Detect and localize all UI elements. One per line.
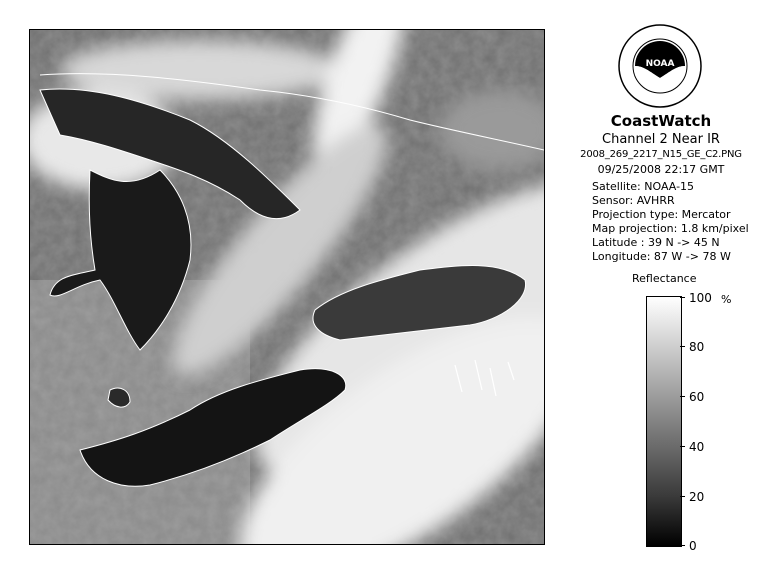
tick-label-60: 60: [689, 390, 705, 404]
longitude-label: Longitude: 87 W -> 78 W: [592, 250, 731, 263]
legend-title: Reflectance: [632, 272, 697, 285]
tick-label-0: 0: [689, 539, 697, 553]
colorbar: [646, 296, 682, 547]
latitude-label: Latitude : 39 N -> 45 N: [592, 236, 720, 249]
tick-label-80: 80: [689, 340, 705, 354]
tick-label-100: 100: [689, 291, 712, 305]
logo-text: NOAA: [645, 59, 675, 69]
tick-mark: [680, 346, 685, 347]
file-name: 2008_269_2217_N15_GE_C2.PNG: [580, 149, 742, 160]
cloud-north: [60, 40, 340, 100]
noaa-logo: [618, 24, 702, 108]
datetime-label: 09/25/2008 22:17 GMT: [597, 163, 725, 176]
app-title: CoastWatch: [610, 112, 712, 130]
tick-label-40: 40: [689, 440, 705, 454]
satellite-image: [29, 29, 545, 545]
tick-mark: [680, 297, 685, 298]
satellite-label: Satellite: NOAA-15: [592, 180, 695, 193]
tick-mark: [680, 545, 685, 546]
tick-mark: [680, 496, 685, 497]
channel-label: Channel 2 Near IR: [602, 132, 720, 147]
tick-mark: [680, 396, 685, 397]
legend-unit: %: [721, 293, 732, 306]
info-panel: [556, 20, 776, 560]
map-projection-label: Map projection: 1.8 km/pixel: [592, 222, 749, 235]
tick-mark: [680, 446, 685, 447]
projection-type-label: Projection type: Mercator: [592, 208, 731, 221]
sensor-label: Sensor: AVHRR: [592, 194, 675, 207]
satellite-map: [30, 30, 544, 544]
tick-label-20: 20: [689, 490, 705, 504]
